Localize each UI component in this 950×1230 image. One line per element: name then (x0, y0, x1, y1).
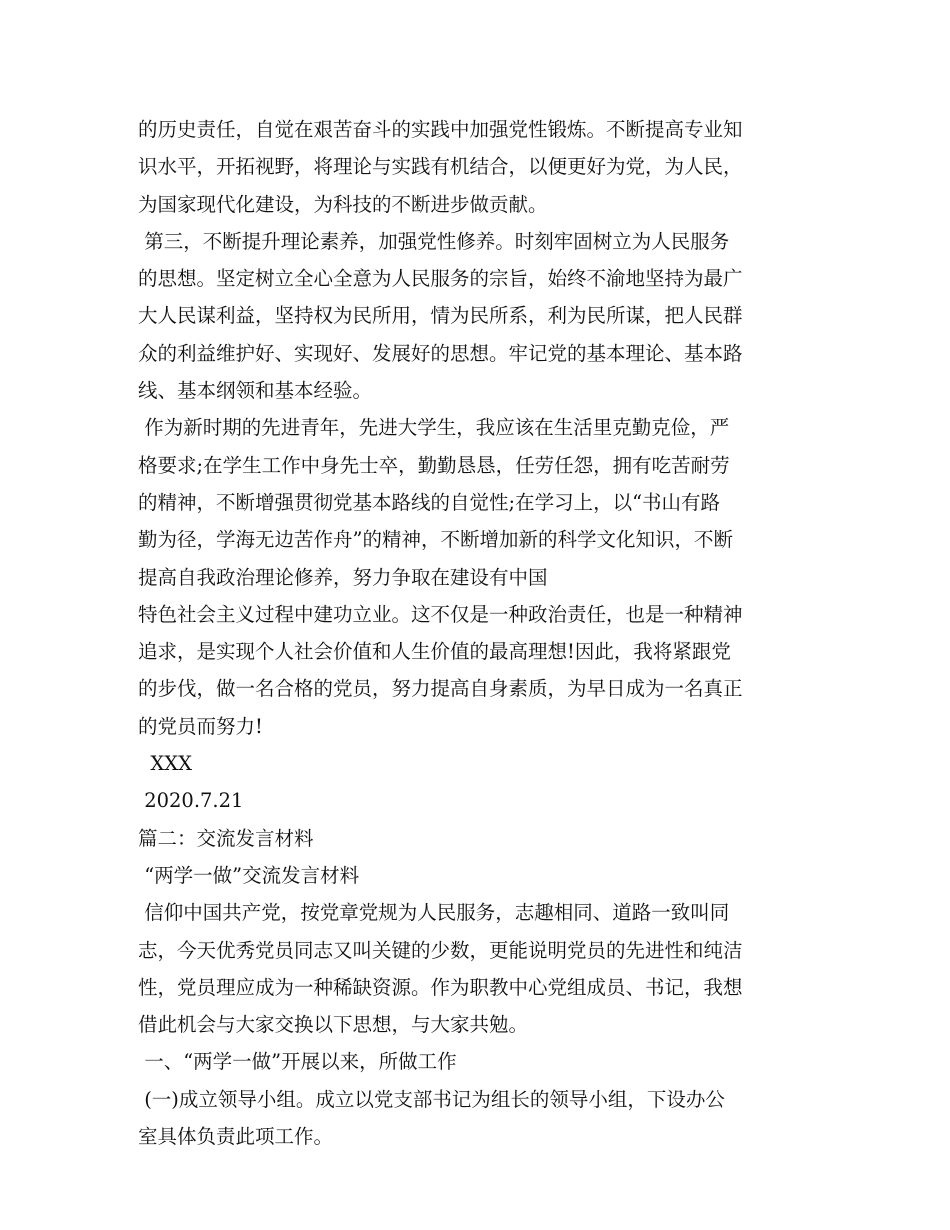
signature-name: XXX (138, 752, 193, 776)
section-title: “两学一做”交流发言材料 (138, 863, 360, 887)
text-line: (一)成立领导小组。成立以党支部书记为组长的领导小组，下设办公 (138, 1087, 725, 1111)
text-line: 志，今天优秀党员同志又叫关键的少数，更能说明党员的先进性和纯洁 (138, 938, 743, 962)
text-line: 借此机会与大家交换以下思想，与大家共勉。 (138, 1013, 529, 1037)
text-line: 特色社会主义过程中建功立业。这不仅是一种政治责任，也是一种精神 (138, 602, 743, 626)
text-line: 追求，是实现个人社会价值和人生价值的最高理想!因此，我将紧跟党 (138, 640, 731, 664)
document-body (138, 111, 818, 1155)
text-line: 识水平，开拓视野，将理论与实践有机结合，以便更好为党，为人民， (138, 155, 743, 179)
text-line: 大人民谋利益，坚持权为民所用，情为民所系，利为民所谋，把人民群 (138, 304, 743, 328)
text-line: 作为新时期的先进青年，先进大学生，我应该在生活里克勤克俭，严 (138, 416, 730, 440)
signature-date: 2020.7.21 (138, 789, 244, 813)
text-line: 提高自我政治理论修养，努力争取在建设有中国 (138, 565, 548, 589)
text-line: 性，党员理应成为一种稀缺资源。作为职教中心党组成员、书记，我想 (138, 975, 743, 999)
text-line: 勤为径，学海无边苦作舟”的精神，不断增加新的科学文化知识，不断 (138, 528, 733, 552)
text-line: 格要求;在学生工作中身先士卒，勤勤恳恳，任劳任怨，拥有吃苦耐劳 (138, 453, 730, 477)
text-line: 为国家现代化建设，为科技的不断进步做贡献。 (138, 192, 548, 216)
text-line: 室具体负责此项工作。 (138, 1125, 334, 1149)
text-line: 的步伐，做一名合格的党员，努力提高自身素质，为早日成为一名真正 (138, 677, 743, 701)
text-line: 的思想。坚定树立全心全意为人民服务的宗旨，始终不渝地坚持为最广 (138, 267, 743, 291)
text-line: 众的利益维护好、实现好、发展好的思想。牢记党的基本理论、基本路 (138, 341, 743, 365)
text-line: 的精神，不断增强贯彻党基本路线的自觉性;在学习上，以“书山有路 (138, 490, 721, 514)
text-line: 的党员而努力! (138, 714, 263, 738)
section-heading: 篇二：交流发言材料 (138, 826, 314, 850)
text-line: 信仰中国共产党，按党章党规为人民服务，志趣相同、道路一致叫同 (138, 901, 730, 925)
subsection-heading: 一、“两学一做”开展以来，所做工作 (138, 1050, 457, 1074)
text-line: 的历史责任，自觉在艰苦奋斗的实践中加强党性锻炼。不断提高专业知 (138, 118, 743, 141)
text-line: 第三，不断提升理论素养，加强党性修养。时刻牢固树立为人民服务 (138, 229, 730, 253)
text-line: 线、基本纲领和基本经验。 (138, 379, 373, 403)
